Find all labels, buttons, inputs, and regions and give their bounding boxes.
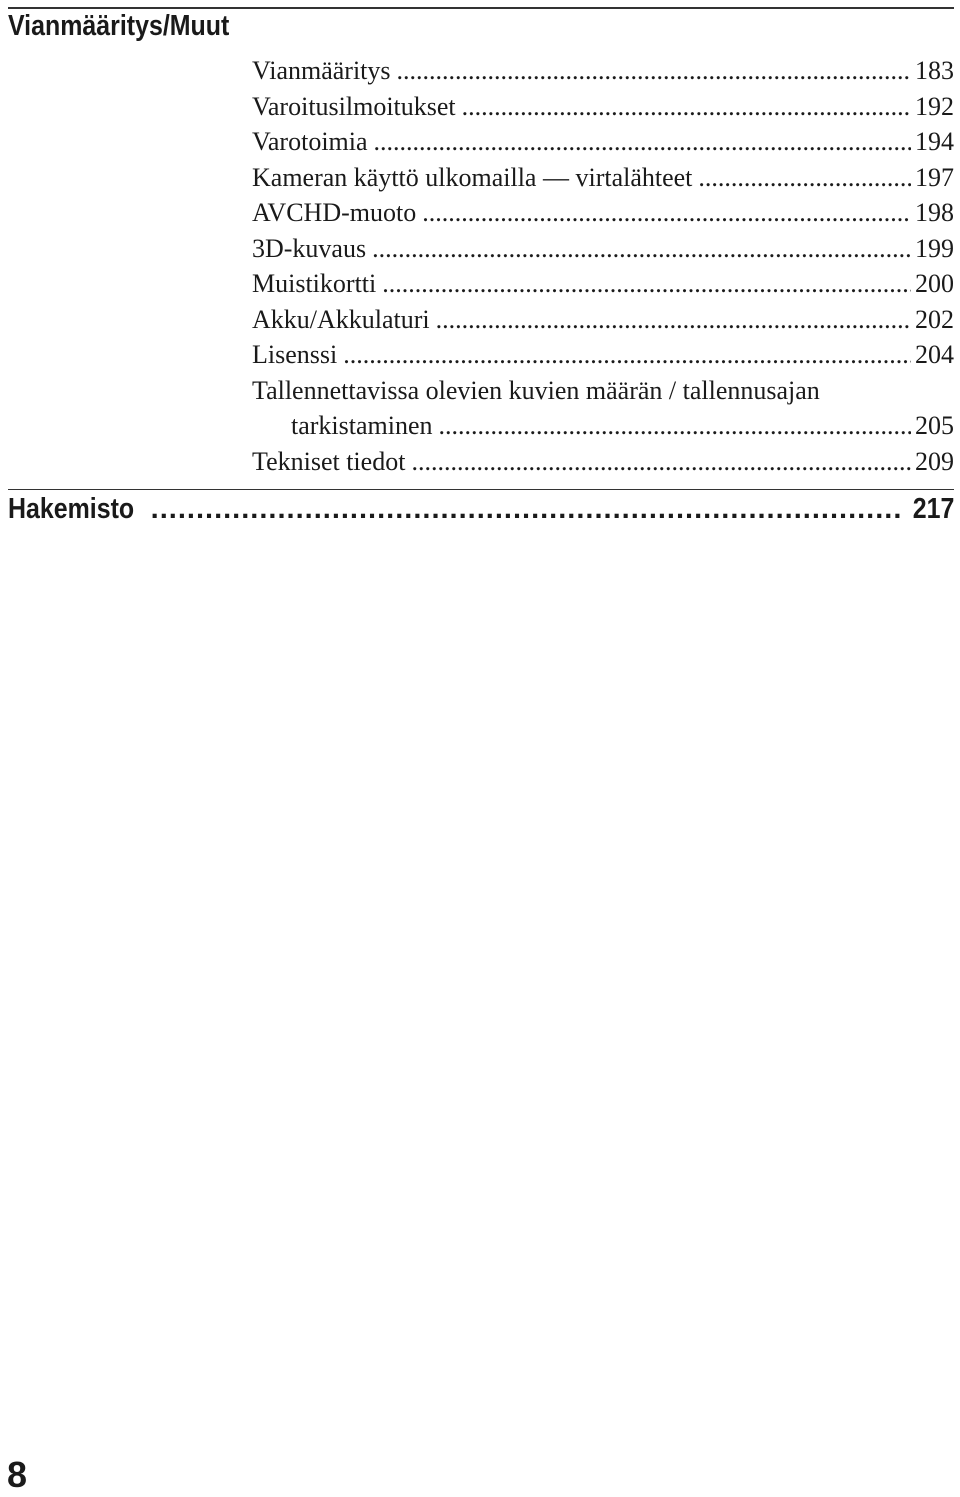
toc-entry-title: Muistikortti <box>252 269 377 298</box>
toc-entry[interactable] <box>252 124 954 160</box>
toc-entry-title: Tekniset tiedot <box>252 446 406 476</box>
toc-entry-page: 199 <box>915 233 954 263</box>
toc-entry-title: Akku/Akkulaturi <box>252 304 430 334</box>
dot-leader <box>397 53 911 89</box>
dot-leader <box>411 444 911 480</box>
toc-entry-page: 205 <box>915 411 954 440</box>
toc-entry-page: 198 <box>915 198 954 227</box>
toc-entry-title: Tallennettavissa olevien kuvien määrän / tallennusajan <box>252 375 820 405</box>
dot-leader <box>436 302 911 338</box>
toc-entry-page: 197 <box>915 162 954 192</box>
toc-entry[interactable] <box>252 337 954 373</box>
toc-entry-page: 209 <box>915 446 954 476</box>
toc-entry[interactable] <box>252 89 954 125</box>
toc-entry-page: 192 <box>915 91 954 121</box>
section-title: Vianmääritys/Muut <box>8 10 230 42</box>
toc-entry-title: Kameran käyttö ulkomailla — virtalähteet <box>252 162 693 192</box>
index-entry[interactable] <box>8 490 954 528</box>
dot-leader <box>151 490 904 528</box>
dot-leader <box>698 160 911 196</box>
toc-entry[interactable] <box>252 302 954 338</box>
toc-entry-page: 200 <box>915 269 954 298</box>
toc-entry-page: 202 <box>915 304 954 334</box>
toc-entry[interactable] <box>252 231 954 267</box>
index-page: 217 <box>912 493 954 525</box>
toc-entry-title-continued: tarkistaminen <box>291 411 433 440</box>
dot-leader <box>374 124 911 160</box>
dot-leader <box>462 89 911 125</box>
toc-entry-title: Vianmääritys <box>252 56 391 85</box>
index-title: Hakemisto <box>8 493 135 525</box>
toc-entry[interactable] <box>252 444 954 480</box>
toc-entry-page: 194 <box>915 127 954 156</box>
dot-leader <box>382 266 911 302</box>
toc-list <box>252 53 954 479</box>
page-number: 8 <box>7 1454 28 1495</box>
toc-entry[interactable] <box>252 53 954 89</box>
toc-entry[interactable] <box>252 373 954 444</box>
toc-entry-page: 183 <box>915 56 954 85</box>
toc-entry-title: Varotoimia <box>252 127 368 156</box>
dot-leader <box>372 231 911 267</box>
toc-entry[interactable] <box>252 195 954 231</box>
dot-leader <box>439 408 911 444</box>
toc-entry[interactable] <box>252 266 954 302</box>
dot-leader <box>422 195 911 231</box>
toc-entry[interactable] <box>252 160 954 196</box>
toc-entry-page: 204 <box>915 340 954 369</box>
dot-leader <box>343 337 911 373</box>
toc-entry-title: Lisenssi <box>252 340 338 369</box>
toc-entry-title: Varoitusilmoitukset <box>252 91 456 121</box>
toc-entry-title: AVCHD-muoto <box>252 198 417 227</box>
toc-entry-title: 3D-kuvaus <box>252 233 367 263</box>
